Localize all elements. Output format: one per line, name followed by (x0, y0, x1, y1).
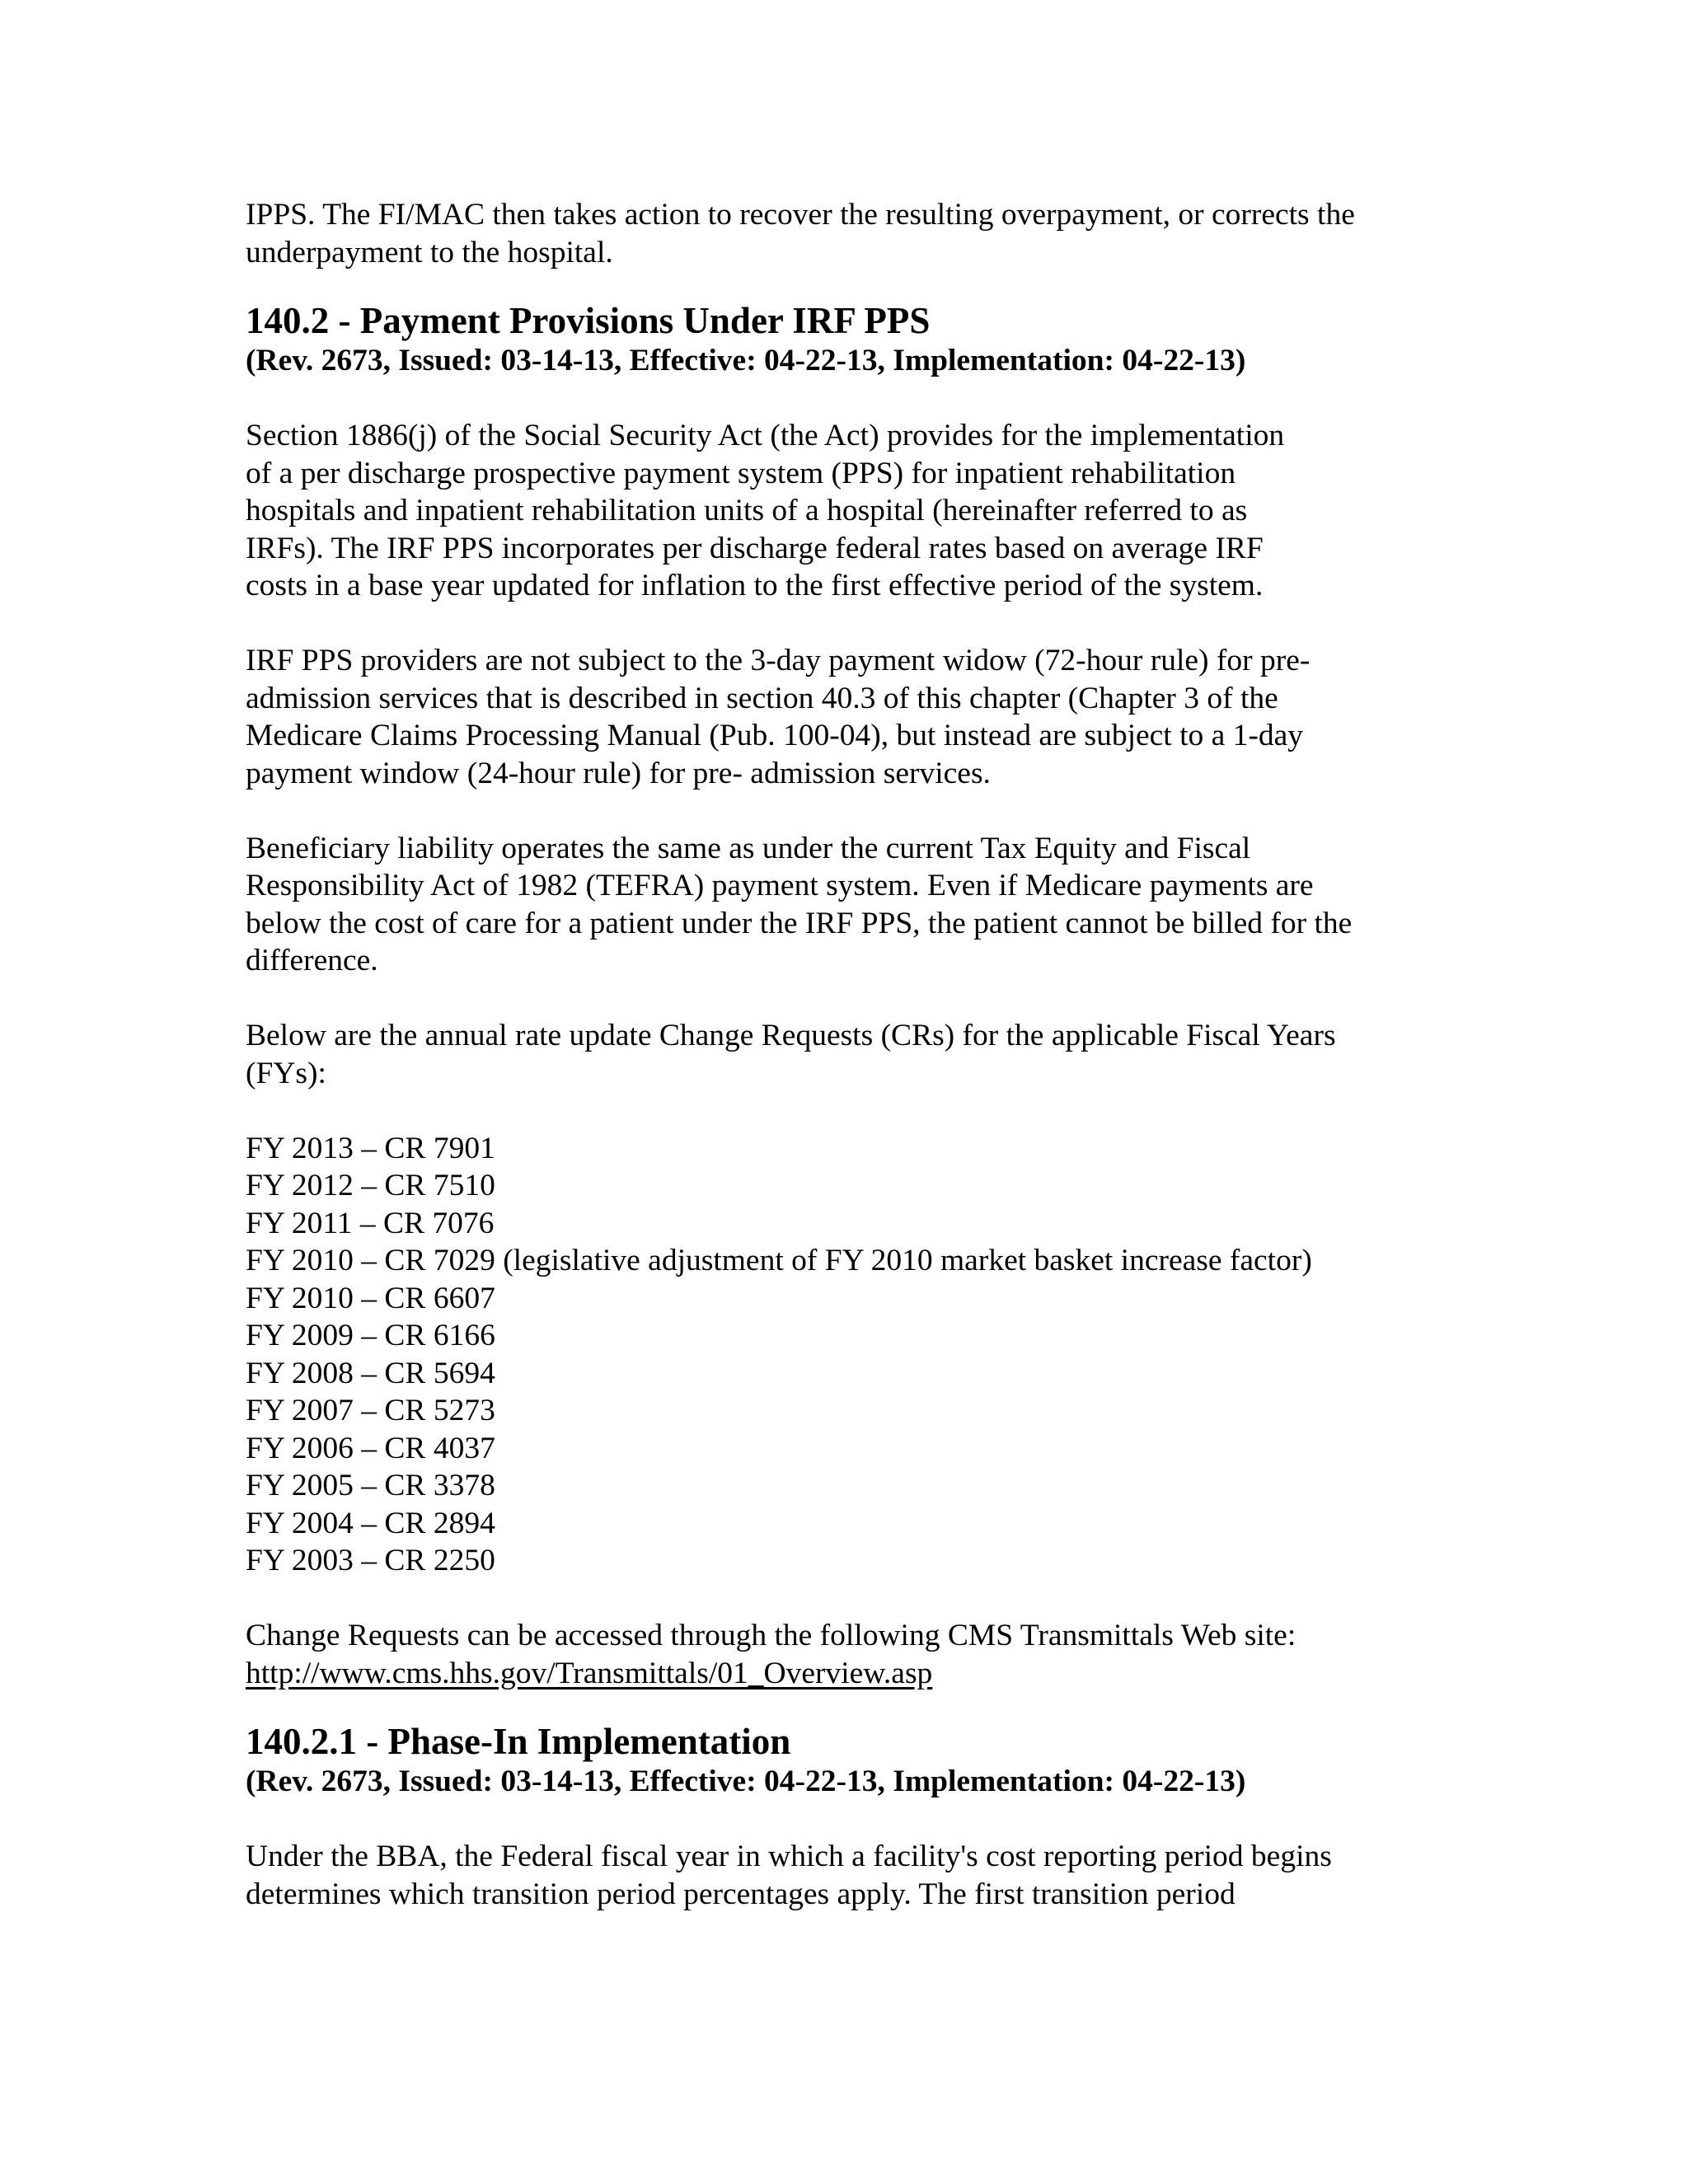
list-item: FY 2011 – CR 7076 (246, 1206, 495, 1240)
text-line: Beneficiary liability operates the same as under the current Tax Equity and Fiscal (246, 831, 1251, 865)
text-line: (FYs): (246, 1056, 326, 1090)
intro-line: underpayment to the hospital. (246, 235, 613, 269)
paragraph (246, 417, 1449, 605)
list-item: FY 2004 – CR 2894 (246, 1506, 495, 1540)
list-item: FY 2010 – CR 7029 (legislative adjustment of FY 2010 market basket increase factor) (246, 1244, 1312, 1277)
list-item: FY 2005 – CR 3378 (246, 1469, 495, 1502)
access-text: Change Requests can be accessed through the following CMS Transmittals Web site: (246, 1619, 1296, 1652)
list-item: FY 2010 – CR 6607 (246, 1281, 495, 1315)
list-item: FY 2006 – CR 4037 (246, 1431, 495, 1465)
text-line: payment window (24-hour rule) for pre- admission services. (246, 756, 991, 790)
text-line: Medicare Claims Processing Manual (Pub. 100-04), but instead are subject to a 1-day (246, 719, 1304, 752)
text-line: IRF PPS providers are not subject to the 3-day payment widow (72-hour rule) for pre- (246, 644, 1311, 677)
paragraph (246, 1838, 1449, 1913)
list-item: FY 2013 – CR 7901 (246, 1131, 495, 1165)
text-line: Under the BBA, the Federal fiscal year in which a facility's cost reporting period begins (246, 1840, 1332, 1873)
text-line: costs in a base year updated for inflation to the first effective period of the system. (246, 569, 1264, 602)
list-item: FY 2012 – CR 7510 (246, 1169, 495, 1202)
page-content (246, 196, 1449, 1913)
section-heading-140-2-1: 140.2.1 - Phase-In Implementation (246, 1721, 791, 1762)
text-line: Responsibility Act of 1982 (TEFRA) payment system. Even if Medicare payments are (246, 869, 1314, 902)
text-line: hospitals and inpatient rehabilitation units of a hospital (hereinafter referred to as (246, 494, 1248, 527)
list-item: FY 2007 – CR 5273 (246, 1394, 495, 1427)
revision-note: (Rev. 2673, Issued: 03-14-13, Effective: 04-22-13, Implementation: 04-22-13) (246, 1765, 1246, 1798)
list-item: FY 2003 – CR 2250 (246, 1544, 495, 1577)
text-line: Section 1886(j) of the Social Security Act (the Act) provides for the implementation (246, 419, 1285, 452)
text-line: determines which transition period percentages apply. The first transition period (246, 1877, 1236, 1911)
revision-note: (Rev. 2673, Issued: 03-14-13, Effective: 04-22-13, Implementation: 04-22-13) (246, 344, 1246, 377)
text-line: below the cost of care for a patient under the IRF PPS, the patient cannot be billed for the (246, 906, 1353, 940)
text-line: IRFs). The IRF PPS incorporates per discharge federal rates based on average IRF (246, 531, 1264, 565)
text-line: Below are the annual rate update Change Requests (CRs) for the applicable Fiscal Years (246, 1019, 1336, 1052)
text-line: admission services that is described in section 40.3 of this chapter (Chapter 3 of the (246, 681, 1278, 715)
section-heading-140-2: 140.2 - Payment Provisions Under IRF PPS (246, 300, 931, 341)
paragraph (246, 1017, 1449, 1092)
intro-line: IPPS. The FI/MAC then takes action to recover the resulting overpayment, or corrects the (246, 198, 1355, 232)
transmittals-link[interactable]: http://www.cms.hhs.gov/Transmittals/01_Overview.asp (246, 1656, 933, 1690)
text-line: difference. (246, 944, 378, 977)
paragraph (246, 642, 1449, 792)
fy-cr-list (246, 1130, 1449, 1580)
paragraph (246, 830, 1449, 980)
list-item: FY 2009 – CR 6166 (246, 1319, 495, 1352)
text-line: of a per discharge prospective payment system (PPS) for inpatient rehabilitation (246, 456, 1236, 490)
list-item: FY 2008 – CR 5694 (246, 1356, 495, 1390)
